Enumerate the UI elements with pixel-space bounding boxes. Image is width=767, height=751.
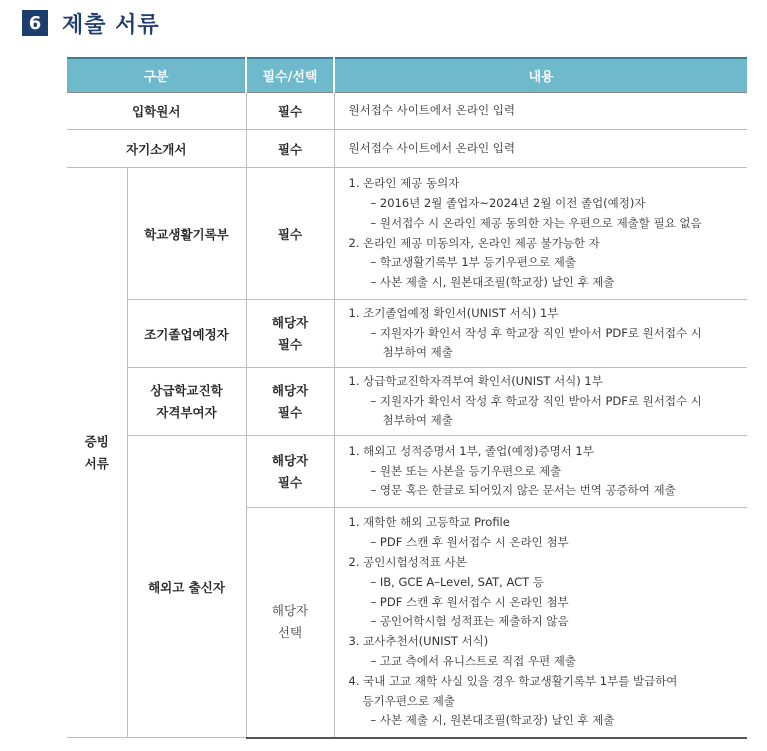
header-category: 구분: [67, 58, 246, 93]
table-row: [67, 93, 747, 130]
content-line: – 학교생활기록부 1부 등기우편으로 제출: [370, 255, 576, 270]
row-subcategory: 해외고 출신자: [127, 436, 246, 738]
table-row: [67, 436, 747, 508]
section-title: 제출 서류: [62, 12, 160, 38]
row-required: 해당자 필수: [246, 436, 334, 508]
row-subcategory: 상급학교진학 자격부여자: [127, 368, 246, 436]
content-line: – 원본 또는 사본을 등기우편으로 제출: [370, 463, 562, 478]
row-subcategory: 조기졸업예정자: [127, 300, 246, 368]
row-required: 해당자 선택: [246, 508, 334, 738]
content-line: – IB, GCE A–Level, SAT, ACT 등: [370, 574, 544, 589]
content-line: – PDF 스캔 후 원서접수 시 온라인 첨부: [370, 594, 569, 609]
content-line: 등기우편으로 제출: [362, 693, 456, 708]
content-line: 4. 국내 고교 재학 사실 있을 경우 학교생활기록부 1부를 발급하여: [348, 673, 678, 688]
row-required: 필수: [246, 93, 334, 130]
content-line: – 사본 제출 시, 원본대조필(학교장) 날인 후 제출: [370, 713, 615, 728]
content-line: – 공인어학시험 성적표는 제출하지 않음: [370, 614, 569, 629]
content-line: – 영문 혹은 한글로 되어있지 않은 문서는 번역 공증하여 제출: [370, 483, 676, 498]
row-category: 입학원서: [67, 93, 246, 130]
content-line: – 2016년 2월 졸업자~2024년 2월 이전 졸업(예정)자: [370, 195, 646, 210]
content-line: – 사본 제출 시, 원본대조필(학교장) 날인 후 제출: [370, 275, 615, 290]
section-number-badge: 6: [22, 10, 48, 36]
section-heading: [22, 8, 160, 38]
row-required: 필수: [246, 130, 334, 168]
row-category: 자기소개서: [67, 130, 246, 168]
content-line: 2. 공인시험성적표 사본: [348, 554, 467, 569]
evidence-group-label: 증빙 서류: [67, 168, 127, 738]
row-content: [334, 368, 747, 436]
table-row: [67, 168, 747, 300]
row-content: [334, 508, 747, 738]
row-subcategory: 학교생활기록부: [127, 168, 246, 300]
row-content: [334, 168, 747, 300]
row-content: 원서접수 사이트에서 온라인 입력: [334, 130, 747, 168]
content-line: 2. 온라인 제공 미동의자, 온라인 제공 불가능한 자: [348, 235, 600, 250]
content-line: – 고교 측에서 유니스트로 직접 우편 제출: [370, 653, 576, 668]
content-line: 첨부하여 제출: [382, 413, 453, 428]
content-line: 1. 재학한 해외 고등학교 Profile: [348, 515, 510, 530]
content-line: 1. 조기졸업예정 확인서(UNIST 서식) 1부: [348, 305, 559, 320]
table-row: [67, 300, 747, 368]
table-row: [67, 130, 747, 168]
row-required: 해당자 필수: [246, 300, 334, 368]
content-line: – PDF 스캔 후 원서접수 시 온라인 첨부: [370, 535, 569, 550]
table-row: [67, 368, 747, 436]
content-line: 1. 해외고 성적증명서 1부, 졸업(예정)증명서 1부: [348, 443, 594, 458]
content-line: – 원서접수 시 온라인 제공 동의한 자는 우편으로 제출할 필요 없음: [370, 215, 702, 230]
content-line: 첨부하여 제출: [382, 345, 453, 360]
row-required: 필수: [246, 168, 334, 300]
header-required: 필수/선택: [246, 58, 334, 93]
content-line: 1. 상급학교진학자격부여 확인서(UNIST 서식) 1부: [348, 373, 603, 388]
header-content: 내용: [334, 58, 747, 93]
row-required: 해당자 필수: [246, 368, 334, 436]
content-line: 3. 교사추천서(UNIST 서식): [348, 634, 489, 649]
content-line: 1. 온라인 제공 동의자: [348, 176, 460, 191]
row-content: [334, 436, 747, 508]
row-content: [334, 300, 747, 368]
table-header-row: [67, 58, 747, 93]
submission-documents-table: [67, 57, 747, 739]
row-content: 원서접수 사이트에서 온라인 입력: [334, 93, 747, 130]
content-line: – 지원자가 확인서 작성 후 학교장 직인 받아서 PDF로 원서접수 시: [370, 325, 702, 340]
content-line: – 지원자가 확인서 작성 후 학교장 직인 받아서 PDF로 원서접수 시: [370, 393, 702, 408]
